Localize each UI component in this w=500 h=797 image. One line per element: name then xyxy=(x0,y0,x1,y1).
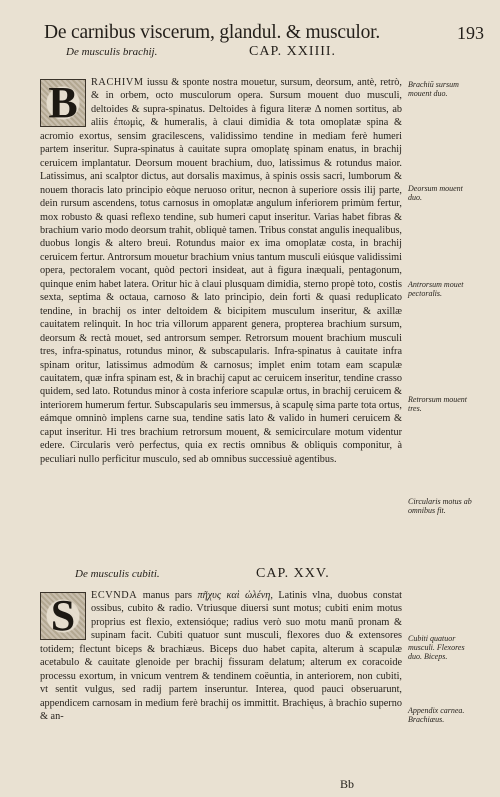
chapter-24-lead: RACHIVM xyxy=(91,77,144,88)
dropcap-s-illustration xyxy=(40,592,86,640)
chapter-25-body xyxy=(40,589,402,724)
chapter-25-label: CAP. XXV. xyxy=(256,566,330,581)
dropcap-letter: B xyxy=(40,79,86,127)
chapter-24-body xyxy=(40,76,402,466)
catchword: Bb xyxy=(340,777,355,791)
running-title: De carnibus viscerum, glandul. & musculor. xyxy=(44,22,381,43)
chapter-24-text: iussu & sponte nostra mouetur, sursum, deorsum, antè, retrò, & in orbem, octo musculorum opera. Sursum mouent duo musculi, deltoides & supra-spinatus. Deltoides à figura literæ Δ nomen sortitus, ab aliis ἐπωμὶς, & humeralis, à claui dimidia & tota omoplatæ spina & acromio exortus, sensim gracilescens, validissimo tendine in mediam ferè humeri partem inseritur. Supra-spinatus à cauitate supra omoplatę spinam enatus, in brachij ceruicem implantatur. Deorsum mouent brachium, duo, latissimus & rotundus maior. Latissimus, ani scalptor dictus, aut dorsalis maximus, à spinis ossis sacri, lumborum & nouem thoracis lato principio eòque neruoso oritur, necnon à superiore ossis ilij parte, dein rursum ascendens, totus carnosus in omoplatæ angulum inferiorem primùm fertur, mox robusto & quasi reflexo tendine, sub humeri caput inseritur. Varias habet fibras & brachium vario modo deorsum trahit, obliquè tamen. Tribus constat angulis inequalibus, duobus longis & altero breui. Rotundus maior ex ima omoplatæ costa, in brachij ceruicem fertur. Antrorsum mouetur brachium vnius tantum musculi eiúsque validissimi opera, pectoralem vocant, quòd pectori insideat, aut à figura inæquali, pentagonum, quinque enim habet latera. Oritur hic à claui plusquam dimidia, sterno propè toto, costis sexta, septima & octaua, carnoso & lato principio, dein forti & quasi reduplicato tendine, in brachij os inter deltoidem & bicipitem musculum inseritur, & axillæ cauitatem relinquit. In hoc tria villorum apparent genera, propterea brachium sursum, deorsum & rectà mouet, sed antrorsum semper. Retrorsum mouent brachium musculi tres, infra-spinatus, rotundus minor, & subscapularis. Infra-spinatus à cauitate infra spinam oritur, latissimus admodùm & carnosus; implet enim totam eam scapulæ cauitatem, quæ infra spinam est, & in brachij caput ac ceruicem inseritur, tendine crasso quidem, sed lato. Rotundus minor à costa inferiore scapulæ ortus, in brachij ceruicem & interiorem humerum fertur. Subscapularis seu immersus, à scapulę sima parte tota ortus, eámque omninò implens carne sua, tendine satis lato & valido in humeri ceruicem & caput inseritur. Hi tres brachium retrorsum mouent, & semicirculare motum videntur edere. Circularis verò perfectus, quia ex rectis omnibus & obliquis componitur, à peculiari nullo perficitur musculo, sed ab omnibus successiuè agentibus. xyxy=(40,77,402,465)
margin-note-5: Circularis motus ab omnibus fit. xyxy=(408,497,472,515)
chapter-24-label: CAP. XXIIII. xyxy=(249,44,337,59)
chapter-25-subtitle: De musculis cubiti. xyxy=(75,568,160,580)
margin-note-6: Cubiti quatuor musculi. Flexores duo. Biceps. xyxy=(408,634,465,661)
chapter-25-heading xyxy=(75,568,405,586)
chapter-24-subtitle: De musculis brachij. xyxy=(66,46,158,58)
greek-term: πῆχυς καὶ ὠλένη xyxy=(197,590,271,601)
page-number: 193 xyxy=(457,23,484,43)
margin-note-7: Appendix carnea. Brachiæus. xyxy=(408,706,465,724)
margin-note-3: Antrorsum mouet pectoralis. xyxy=(408,280,464,298)
margin-note-2: Deorsum mouent duo. xyxy=(408,184,463,202)
margin-note-1: Brachiū sursum mouent duo. xyxy=(408,80,459,98)
chapter-24-heading xyxy=(66,46,416,64)
margin-note-4: Retrorsum mouent tres. xyxy=(408,395,468,413)
chapter-25-lead: ECVNDA xyxy=(91,590,138,601)
chapter-25-text-b: , Latinis vlna, duobus constat ossibus, cubito & radio. Vtriusque diuersi sunt motus; cubiti enim motus proprius est flexio, extensióque; radius verò suo motu manū pronam & supinam facit. Cubiti quatuor sunt musculi, flexores duo & extensores totidem; flectunt biceps & brachiæus. Biceps duo habet capita, alterum à scapulæ acetabulo & cauitate glenoide per brachij fissuram delatum; alterum ex coracoide processu exortum, in vnicum ventrem & tendinem coëuntia, in anteriorem, non cubiti, vt sentit vulgus, sed radij partem inseruntur. Interea, quod pauci obseruarunt, appendicem carnosam in medium ferè brachij os immittit. Brachięus, à brachio superno & an- xyxy=(40,590,402,723)
chapter-25-text-a: manus pars xyxy=(137,590,198,601)
dropcap-letter: S xyxy=(40,592,86,640)
dropcap-b-illustration xyxy=(40,79,86,127)
